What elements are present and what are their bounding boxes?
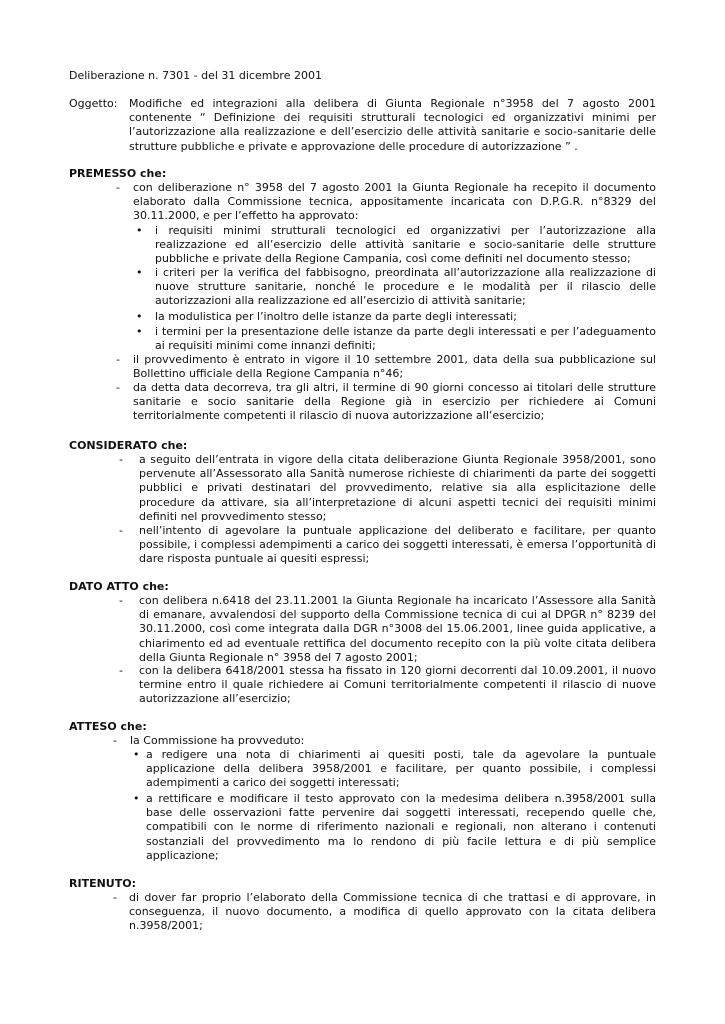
section-heading-ritenuto: RITENUTO: — [69, 877, 136, 890]
atteso-item-1: la Commissione ha provveduto: — [130, 734, 305, 747]
section-heading-premesso: PREMESSO che: — [69, 167, 167, 180]
dash-marker: - — [119, 453, 123, 466]
section-heading-atteso: ATTESO che: — [69, 720, 147, 733]
atteso-subitem-2: a rettificare e modificare il testo approvato con la medesima delibera n.3958/2001 sulla base delle osservazioni fatte pervenire dai soggetti interessati, recependo quelle che, compatibili con le norme di riferimento nazionali e regionali, non alterano i contenuti sostanziali del provvedimento ma lo rendono di più facile lettura e di più semplice applicazione; — [146, 792, 656, 862]
bullet-marker: • — [136, 325, 143, 338]
dash-marker: - — [113, 734, 117, 747]
section-heading-dato-atto: DATO ATTO che: — [69, 580, 169, 593]
subject-label: Oggetto: — [69, 97, 118, 110]
ritenuto-item-1: di dover far proprio l’elaborato della Commissione tecnica di che trattasi e di approvare, in conseguenza, il nuovo documento, a modifica di quello approvato con la citata delibera n.3958/2001; — [129, 891, 656, 933]
bullet-marker: • — [136, 266, 143, 279]
premesso-item-1: con deliberazione n° 3958 del 7 agosto 2001 la Giunta Regionale ha recepito il documento elaborato dalla Commissione tecnica, appositamente incaricata con D.P.G.R. n°8329 del 30.11.2000, e per l’effetto ha approvato: — [133, 181, 656, 223]
deliberation-header: Deliberazione n. 7301 - del 31 dicembre 2001 — [69, 69, 322, 82]
dato-atto-item-1: con delibera n.6418 del 23.11.2001 la Giunta Regionale ha incaricato l’Assessore alla Sanità di emanare, avvalendosi del supporto della Commissione tecnica di cui al DPGR n° 8239 del 30.11.2000, così come integrata dalla DGR n°3008 del 15.06.2001, linee guida applicative, a chiarimento ed ad eventuale rettifica del documento recepito con la più volte citata delibera della Giunta Regionale n° 3958 del 7 agosto 2001; — [139, 594, 656, 664]
dash-marker: - — [116, 353, 120, 366]
dash-marker: - — [116, 181, 120, 194]
dato-atto-item-2: con la delibera 6418/2001 stessa ha fissato in 120 giorni decorrenti dal 10.09.2001, il nuovo termine entro il quale richiedere ai Comuni territorialmente competenti il rilascio di nuove autorizzazione all’esercizio; — [139, 664, 656, 706]
bullet-marker: • — [133, 792, 140, 805]
dash-marker: - — [119, 524, 123, 537]
premesso-subitem-3: la modulistica per l’inoltro delle istanze da parte degli interessati; — [155, 310, 517, 323]
atteso-subitem-1: a redigere una nota di chiarimenti ai quesiti posti, tale da agevolare la puntuale applicazione della delibera 3958/2001 e facilitare, per quanto possibile, i complessi adempimenti a carico dei soggetti interessati; — [146, 748, 656, 790]
considerato-item-1: a seguito dell’entrata in vigore della citata deliberazione Giunta Regionale 3958/2001, sono pervenute all’Assessorato alla Sanità numerose richieste di chiarimenti da parte dei soggetti pubblici e privati destinatari del provvedimento, relative sia alla esplicitazione delle procedure da attivare, sia all’interpretazione di alcuni aspetti tecnici dei requisiti minimi definiti nel provvedimento stesso; — [139, 453, 656, 523]
bullet-marker: • — [136, 224, 143, 237]
dash-marker: - — [116, 381, 120, 394]
dash-marker: - — [119, 664, 123, 677]
section-heading-considerato: CONSIDERATO che: — [69, 439, 188, 452]
premesso-subitem-4: i termini per la presentazione delle istanze da parte degli interessati e per l’adeguamento ai requisiti minimi come innanzi definiti; — [155, 325, 656, 353]
bullet-marker: • — [136, 310, 143, 323]
dash-marker: - — [119, 594, 123, 607]
premesso-item-3: da detta data decorreva, tra gli altri, il termine di 90 giorni concesso ai titolari delle strutture sanitarie e socio sanitarie della Regione già in esercizio per richiedere ai Comuni territorialmente competenti il rilascio di nuova autorizzazione all’esercizio; — [133, 381, 656, 423]
considerato-item-2: nell’intento di agevolare la puntuale applicazione del deliberato e facilitare, per quanto possibile, i complessi adempimenti a carico dei soggetti interessati, è emersa l’opportunità di dare risposta puntuale ai quesiti espressi; — [139, 524, 656, 566]
premesso-item-2: il provvedimento è entrato in vigore il 10 settembre 2001, data della sua pubblicazione sul Bollettino ufficiale della Regione Campania n°46; — [133, 353, 656, 381]
subject-text: Modifiche ed integrazioni alla delibera di Giunta Regionale n°3958 del 7 agosto 2001 contenente “ Definizione dei requisiti strutturali tecnologici ed organizzativi minimi per l’autorizzazione alla realizzazione e dell’esercizio delle attività sanitarie e socio-sanitarie delle strutture pubbliche e private e approvazione delle procedure di autorizzazione ” . — [129, 97, 656, 153]
premesso-subitem-2: i criteri per la verifica del fabbisogno, preordinata all’autorizzazione alla realizzazione di nuove strutture sanitarie, nonché le procedure e le modalità per il rilascio delle autorizzazioni alla realizzazione ed all’esercizio di attività sanitarie; — [155, 266, 656, 308]
premesso-subitem-1: i requisiti minimi strutturali tecnologici ed organizzativi per l’autorizzazione alla realizzazione ed all’esercizio delle attività sanitarie e socio-sanitarie delle strutture pubbliche e private della Regione Campania, così come definiti nel documento stesso; — [155, 224, 656, 266]
dash-marker: - — [113, 891, 117, 904]
bullet-marker: • — [133, 748, 140, 761]
